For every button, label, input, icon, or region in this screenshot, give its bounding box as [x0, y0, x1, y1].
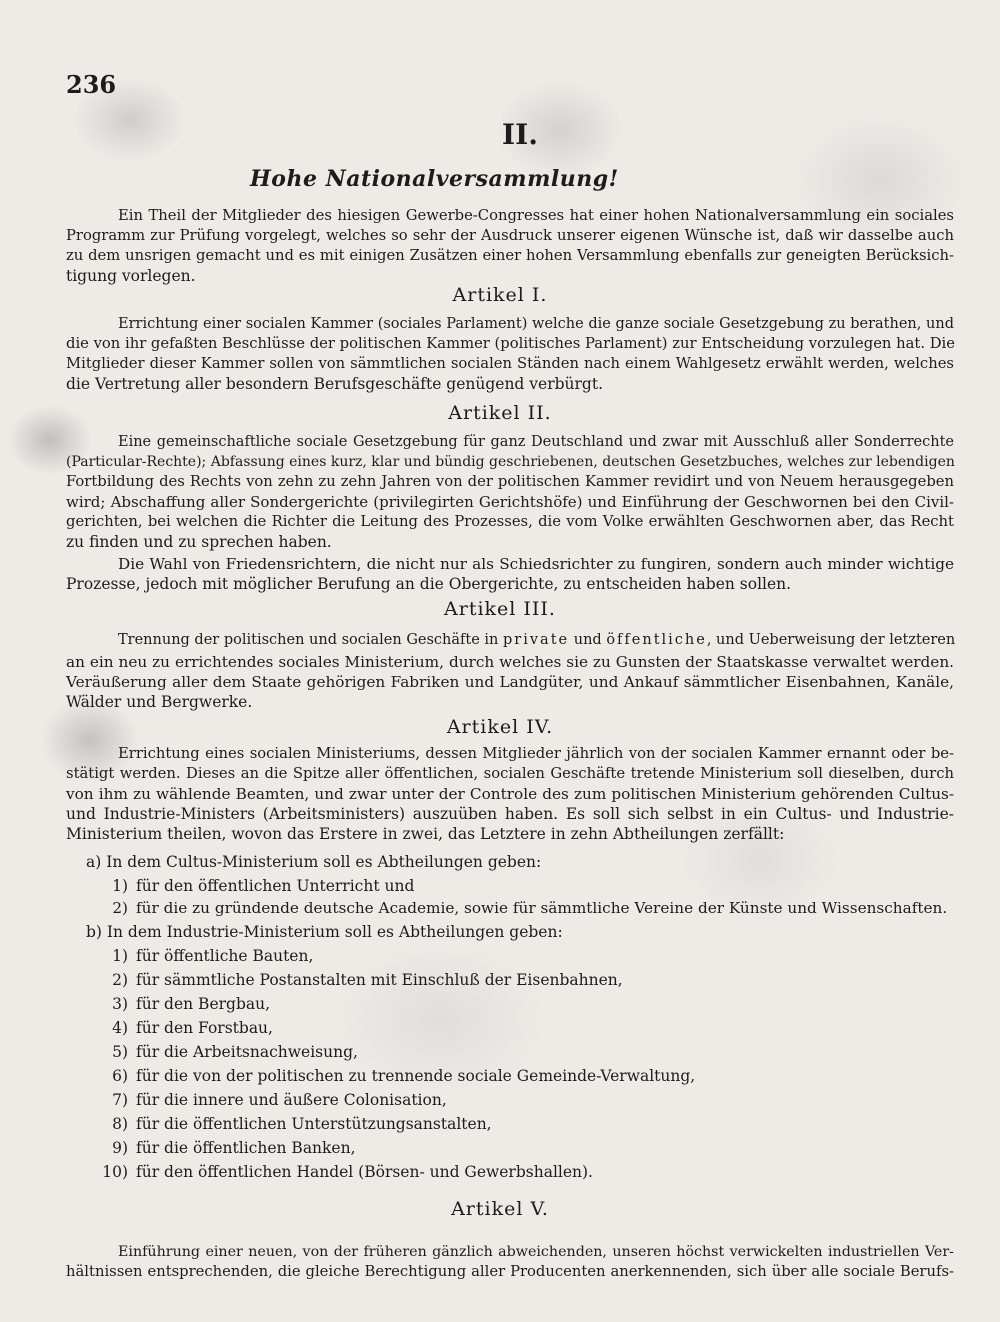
article-line: Die Wahl von Friedensrichtern, die nicht nur als Schiedsrichter zu fungiren, sondern auch minder wichtige: [118, 555, 954, 573]
article-text: und: [573, 632, 602, 648]
list-text: für die innere und äußere Colonisation,: [136, 1091, 447, 1109]
salutation: Hohe Nationalversammlung!: [250, 166, 619, 192]
article-line: Prozesse, jedoch mit möglicher Berufung an die Obergerichte, zu entscheiden haben sollen.: [66, 575, 792, 593]
emphasis-text: öffentliche: [606, 632, 707, 648]
article-line: von ihm zu wählende Beamten, und zwar unter der Controle des zum politischen Ministerium gehörenden Cultus-: [66, 785, 954, 803]
list-number: 4): [112, 1019, 128, 1037]
list-item: [96, 1162, 593, 1182]
list-number: 8): [112, 1115, 128, 1133]
article-heading: Artikel II.: [448, 402, 552, 424]
list-text: für die von der politischen zu trennende sociale Gemeinde-Verwaltung,: [136, 1067, 696, 1085]
article-line: hältnissen entsprechenden, die gleiche Berechtigung aller Producenten anerkennenden, sich über alle sociale Berufs-: [66, 1263, 954, 1280]
list-item: [96, 1018, 273, 1038]
article-line: und Industrie-Ministers (Arbeitsministers) auszuüben haben. Es soll sich selbst in ein Cultus- und Industrie-: [66, 805, 954, 823]
list-text: für den Forstbau,: [136, 1019, 273, 1037]
article-line: die Vertretung aller besondern Berufsgeschäfte genügend verbürgt.: [66, 375, 604, 393]
article-line: Mitglieder dieser Kammer sollen von sämmtlichen socialen Ständen nach einem Wahlgesetz erwählt werden, welches: [66, 355, 954, 372]
article-line: gerichten, bei welchen die Richter die Leitung des Prozesses, die vom Volke erwählten Geschwornen aber, das Recht: [66, 513, 954, 530]
article-line: Errichtung eines socialen Ministeriums, dessen Mitglieder jährlich von der socialen Kammer ernannt oder be-: [118, 745, 954, 762]
article-heading: Artikel V.: [451, 1198, 549, 1220]
intro-line: Programm zur Prüfung vorgelegt, welches so sehr der Ausdruck unserer eigenen Wünsche ist, daß wir dasselbe auch: [66, 227, 954, 244]
list-item: [96, 898, 947, 918]
article-line: Veräußerung aller dem Staate gehörigen Fabriken und Landgüter, und Ankauf sämmtlicher Eisenbahnen, Kanäle,: [66, 673, 954, 691]
article-line: an ein neu zu errichtendes sociales Ministerium, durch welches sie zu Gunsten der Staatskasse verwaltet werden.: [66, 653, 954, 671]
list-text: für den Bergbau,: [136, 995, 271, 1013]
list-text: für die öffentlichen Banken,: [136, 1139, 356, 1157]
list-item: [96, 970, 623, 990]
article-line: Fortbildung des Rechts von zehn zu zehn Jahren von der politischen Kammer revidirt und von Neuem herausgegeben: [66, 473, 954, 490]
list-number: 3): [112, 995, 128, 1013]
article-text: , und Ueberweisung der letzteren: [706, 632, 956, 648]
article-line: die von ihr gefaßten Beschlüsse der politischen Kammer (politisches Parlament) zur Entscheidung vorzulegen hat. Die: [66, 335, 955, 352]
list-number: 1): [112, 877, 128, 895]
list-number: 5): [112, 1043, 128, 1061]
article-line: stätigt werden. Dieses an die Spitze aller öffentlichen, socialen Geschäfte tretende Ministerium soll dieselben, durch: [66, 765, 954, 782]
intro-line: tigung vorlegen.: [66, 267, 196, 285]
article-line: Einführung einer neuen, von der früheren gänzlich abweichenden, unseren höchst verwickelten industriellen Ver-: [118, 1244, 954, 1260]
page-number: 236: [66, 70, 117, 99]
list-number: 1): [112, 947, 128, 965]
article-heading: Artikel I.: [452, 284, 548, 306]
list-number: 2): [112, 899, 128, 917]
list-number: 9): [112, 1139, 128, 1157]
article-line: Errichtung einer socialen Kammer (sociales Parlament) welche die ganze sociale Gesetzgebung zu berathen, und: [118, 316, 954, 332]
article-heading: Artikel III.: [444, 598, 556, 620]
article-line: zu finden und zu sprechen haben.: [66, 533, 332, 551]
list-number: 6): [112, 1067, 128, 1085]
list-item: [96, 1066, 695, 1086]
list-number: 7): [112, 1091, 128, 1109]
article-text: Trennung der politischen und socialen Geschäfte in: [118, 632, 499, 648]
list-text: für den öffentlichen Handel (Börsen- und Gewerbshallen).: [136, 1163, 593, 1181]
list-item: [96, 876, 414, 896]
emphasis-text: private: [503, 632, 570, 648]
article-line: [118, 630, 954, 650]
list-item: [96, 994, 270, 1014]
section-numeral: II.: [502, 118, 538, 151]
list-item: [96, 1090, 447, 1110]
list-text: für sämmtliche Postanstalten mit Einschluß der Eisenbahnen,: [136, 971, 623, 989]
list-number: 2): [112, 971, 128, 989]
article-line: (Particular-Rechte); Abfassung eines kurz, klar und bündig geschriebenen, deutschen Gesetzbuches, welches zur lebendigen: [66, 454, 955, 470]
list-text: für die Arbeitsnachweisung,: [136, 1043, 358, 1061]
article-line: Ministerium theilen, wovon das Erstere in zwei, das Letztere in zehn Abtheilungen zerfällt:: [66, 825, 785, 843]
intro-line: zu dem unsrigen gemacht und es mit einigen Zusätzen einer hohen Versammlung ebenfalls zur geneigten Berücksich-: [66, 247, 954, 264]
list-item: [96, 1138, 356, 1158]
list-text: für die zu gründende deutsche Academie, sowie für sämmtliche Vereine der Künste und Wissenschaften.: [136, 899, 948, 917]
article-line: wird; Abschaffung aller Sondergerichte (privilegirten Gerichtshöfe) und Einführung der Geschwornen bei den Civil-: [66, 493, 954, 511]
sub-heading-b: b) In dem Industrie-Ministerium soll es Abtheilungen geben:: [86, 923, 563, 941]
list-text: für öffentliche Bauten,: [136, 947, 314, 965]
list-text: für den öffentlichen Unterricht und: [136, 877, 415, 895]
article-line: Eine gemeinschaftliche sociale Gesetzgebung für ganz Deutschland und zwar mit Ausschluß aller Sonderrechte: [118, 434, 954, 450]
article-heading: Artikel IV.: [446, 716, 554, 738]
list-text: für die öffentlichen Unterstützungsanstalten,: [136, 1115, 492, 1133]
list-item: [96, 1042, 358, 1062]
sub-heading-a: a) In dem Cultus-Ministerium soll es Abtheilungen geben:: [86, 853, 542, 871]
intro-line: Ein Theil der Mitglieder des hiesigen Gewerbe-Congresses hat einer hohen Nationalversammlung ein sociales: [118, 207, 954, 224]
list-number: 10): [102, 1163, 128, 1181]
list-item: [96, 946, 313, 966]
article-line: Wälder und Bergwerke.: [66, 693, 253, 711]
list-item: [96, 1114, 492, 1134]
